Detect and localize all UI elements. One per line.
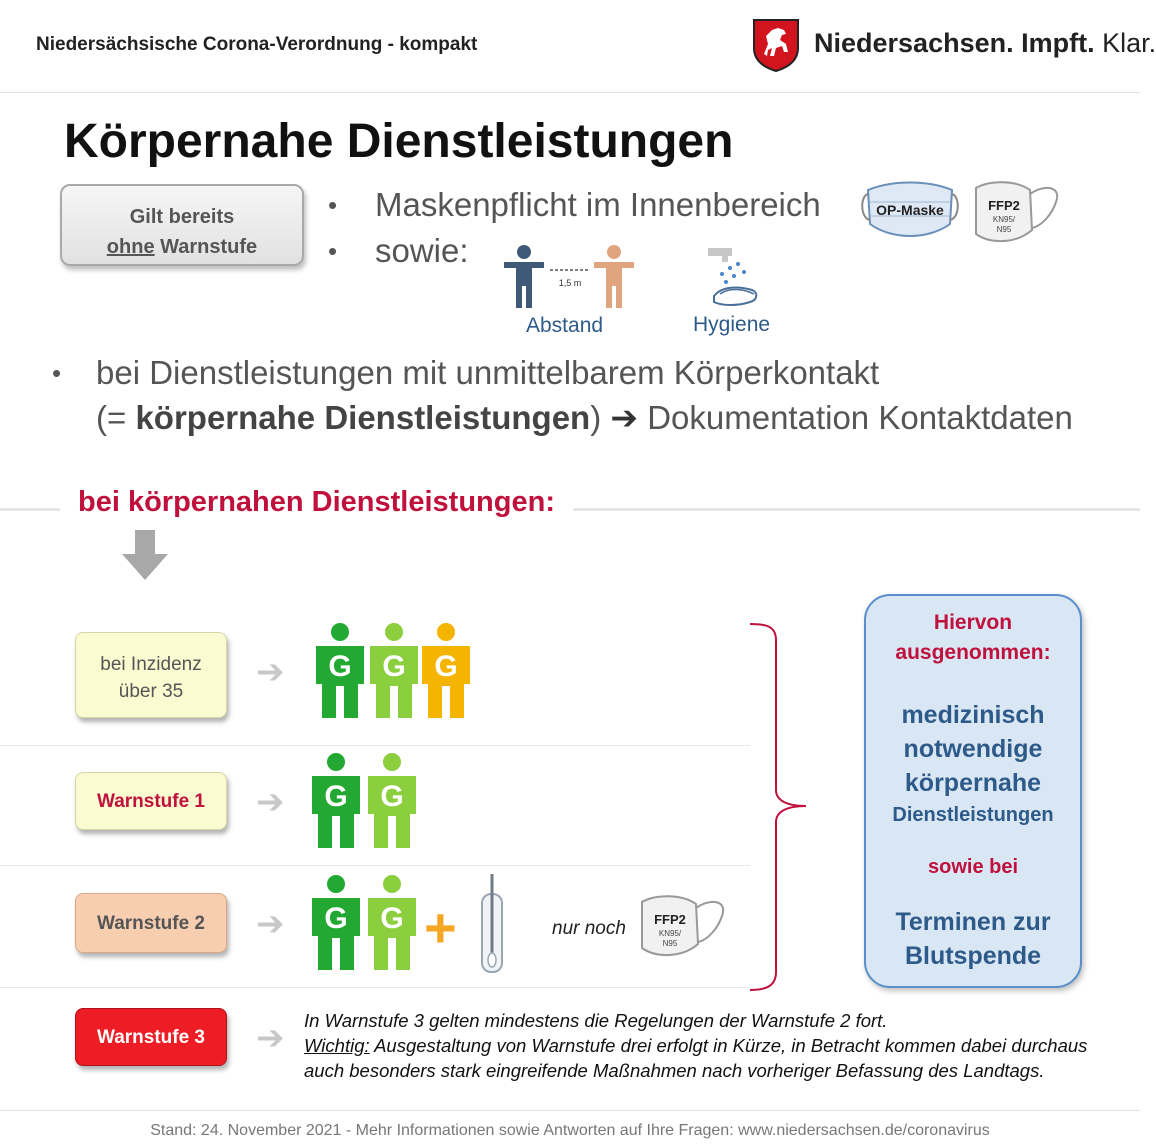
ffp2-sub1: KN95/ bbox=[992, 215, 1016, 224]
row-divider bbox=[0, 745, 750, 746]
w3-line2-text: Ausgestaltung von Warnstufe drei erfolgt in Kürze, in Betracht kommen dabei durchaus bbox=[369, 1035, 1088, 1056]
header-title: Niedersächsische Corona-Verordnung - kompakt bbox=[36, 34, 478, 55]
ffp2-mask-icon bbox=[970, 180, 1060, 246]
warnstufe-2-box: Warnstufe 2 bbox=[75, 893, 227, 953]
g-letter-geimpft: G bbox=[328, 650, 352, 683]
header-logo-text bbox=[814, 28, 1156, 59]
ffp2-mask-icon bbox=[636, 894, 726, 960]
exemption-l2: notwendige bbox=[903, 735, 1043, 763]
exemption-t2: Blutspende bbox=[904, 942, 1042, 970]
warnstufe-3-box: Warnstufe 3 bbox=[75, 1008, 227, 1066]
exemption-l1: medizinisch bbox=[901, 701, 1045, 729]
exemption-l4: Dienstleistungen bbox=[892, 804, 1054, 826]
bullet-dot-1: • bbox=[328, 190, 338, 220]
ffp2-label: FFP2 bbox=[654, 912, 686, 927]
exemption-head1: Hiervon bbox=[933, 611, 1013, 634]
right-arrow-icon: ➔ bbox=[256, 905, 285, 943]
right-arrow-icon: ➔ bbox=[256, 783, 285, 821]
b3-bold: körpernahe Dienstleistungen bbox=[135, 399, 591, 436]
test-tube-swab-icon bbox=[476, 872, 508, 976]
right-arrow-icon: ➔ bbox=[256, 653, 285, 691]
exemption-t1: Terminen zur bbox=[895, 908, 1051, 936]
three-g-figures-icon bbox=[316, 622, 472, 722]
op-mask-label: OP-Maske bbox=[876, 202, 944, 218]
gilt-box-line2 bbox=[62, 232, 302, 262]
inzidenz-line1: bei Inzidenz bbox=[100, 654, 202, 675]
w3-line1: In Warnstufe 3 gelten mindestens die Regelungen der Warnstufe 2 fort. bbox=[304, 1010, 888, 1031]
g-letter-geimpft: G bbox=[324, 780, 348, 813]
ffp2-label: FFP2 bbox=[988, 198, 1020, 213]
bullet-dot-2: • bbox=[328, 236, 338, 266]
inzidenz-line2: über 35 bbox=[118, 681, 184, 702]
bullet-maskenpflicht: Maskenpflicht im Innenbereich bbox=[375, 186, 821, 223]
page-title: Körpernahe Dienstleistungen bbox=[64, 115, 734, 168]
right-arrow-icon: ➔ bbox=[610, 399, 639, 436]
b3-open: (= bbox=[96, 399, 136, 436]
b3-close: ) bbox=[590, 399, 611, 436]
footer-text: Stand: 24. November 2021 - Mehr Informationen sowie Antworten auf Ihre Fragen: www.niedersachsen.de/coronavirus bbox=[150, 1122, 990, 1139]
bullet-koerperkontakt-line2 bbox=[96, 398, 1073, 437]
w3-line2 bbox=[304, 1033, 1087, 1058]
hygiene-handwash-icon bbox=[704, 240, 764, 312]
two-g-figures-icon bbox=[312, 874, 418, 974]
curly-bracket bbox=[746, 620, 812, 994]
nur-noch-label: nur noch bbox=[552, 918, 626, 939]
warnstufe-3-text bbox=[304, 1008, 1087, 1083]
header-divider bbox=[0, 92, 1140, 93]
logo-text-bold: Niedersachsen. Impft. bbox=[814, 28, 1095, 58]
section-heading: bei körpernahen Dienstleistungen: bbox=[60, 486, 573, 519]
two-g-figures-icon bbox=[312, 752, 418, 852]
niedersachsen-horse-logo-icon bbox=[752, 18, 800, 72]
row-divider bbox=[0, 865, 750, 866]
footer-divider bbox=[0, 1110, 1140, 1111]
bullet-dot-3: • bbox=[52, 358, 62, 388]
exemption-head2: ausgenommen: bbox=[895, 641, 1051, 664]
g-letter-getestet: G bbox=[434, 650, 458, 683]
gilt-bereits-box bbox=[60, 184, 304, 266]
right-arrow-icon: ➔ bbox=[256, 1019, 285, 1057]
row-divider bbox=[0, 987, 750, 988]
gilt-box-warnstufe: Warnstufe bbox=[154, 236, 258, 258]
condition-inzidenz-box bbox=[75, 632, 227, 718]
abstand-label: Abstand bbox=[526, 314, 604, 337]
b3-tail: Dokumentation Kontaktdaten bbox=[638, 399, 1073, 436]
plus-sign: + bbox=[424, 896, 457, 959]
distance-value: 1,5 m bbox=[558, 278, 582, 288]
bullet-sowie: sowie: bbox=[375, 232, 469, 269]
g-letter-genesen: G bbox=[380, 780, 404, 813]
gilt-box-ohne: ohne bbox=[106, 236, 155, 258]
warnstufe-1-box: Warnstufe 1 bbox=[75, 772, 227, 830]
abstand-distance-icon bbox=[500, 240, 640, 312]
w3-wichtig: Wichtig: bbox=[304, 1035, 370, 1056]
g-letter-geimpft: G bbox=[324, 902, 348, 935]
ffp2-sub1: KN95/ bbox=[658, 929, 682, 938]
logo-text-regular: Klar. bbox=[1094, 28, 1156, 58]
exemption-l3: körpernahe bbox=[904, 769, 1042, 797]
gilt-box-line1: Gilt bereits bbox=[129, 206, 235, 228]
hygiene-label: Hygiene bbox=[693, 313, 771, 336]
op-mask-icon bbox=[862, 180, 960, 244]
g-letter-genesen: G bbox=[380, 902, 404, 935]
down-arrow-icon bbox=[122, 530, 168, 580]
ffp2-sub2: N95 bbox=[996, 225, 1012, 234]
w3-line3: auch besonders stark eingreifende Maßnahmen nach vorheriger Befassung des Landtags. bbox=[304, 1060, 1045, 1081]
exemption-box bbox=[864, 594, 1082, 988]
bullet-koerperkontakt-line1: bei Dienstleistungen mit unmittelbarem Körperkontakt bbox=[96, 354, 880, 391]
exemption-sowie: sowie bei bbox=[927, 856, 1019, 878]
ffp2-sub2: N95 bbox=[662, 939, 678, 948]
g-letter-genesen: G bbox=[382, 650, 406, 683]
